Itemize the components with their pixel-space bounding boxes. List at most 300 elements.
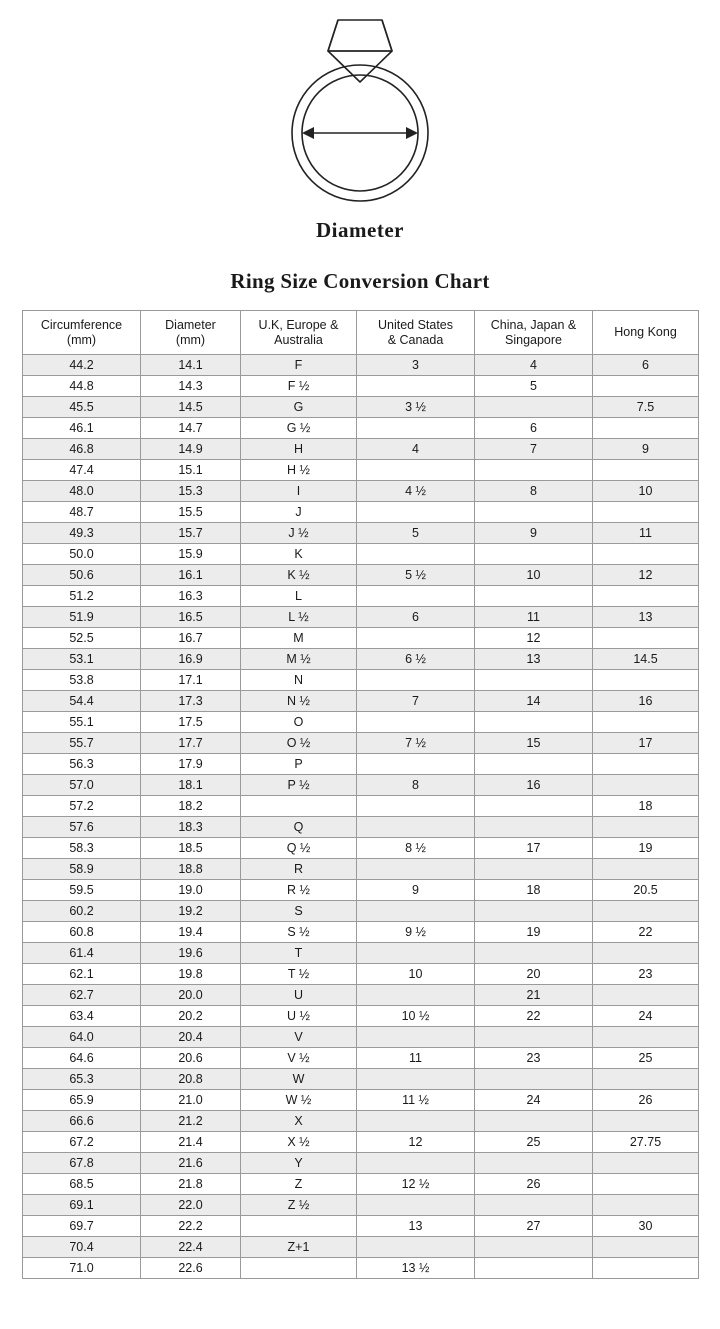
cell-diameter: 16.9	[141, 649, 241, 670]
cell-china-japan-singapore: 5	[475, 376, 593, 397]
cell-hong-kong: 26	[593, 1090, 699, 1111]
table-row	[23, 733, 699, 754]
table-container	[0, 310, 720, 1297]
cell-hong-kong	[593, 418, 699, 439]
table-row	[23, 1006, 699, 1027]
cell-china-japan-singapore: 25	[475, 1132, 593, 1153]
cell-united-states-canada	[357, 1237, 475, 1258]
cell-diameter: 20.6	[141, 1048, 241, 1069]
column-header-line2: Australia	[274, 332, 323, 347]
column-header-circumference	[23, 311, 141, 355]
cell-circumference: 48.7	[23, 502, 141, 523]
table-row	[23, 670, 699, 691]
table-row	[23, 418, 699, 439]
cell-china-japan-singapore: 26	[475, 1174, 593, 1195]
table-row	[23, 1216, 699, 1237]
cell-hong-kong	[593, 901, 699, 922]
column-header-line1: Diameter	[165, 318, 216, 333]
cell-united-states-canada	[357, 1111, 475, 1132]
cell-china-japan-singapore	[475, 1195, 593, 1216]
cell-hong-kong	[593, 670, 699, 691]
cell-diameter: 20.4	[141, 1027, 241, 1048]
table-row	[23, 796, 699, 817]
cell-uk-europe-australia: U ½	[241, 1006, 357, 1027]
cell-uk-europe-australia: H	[241, 439, 357, 460]
cell-uk-europe-australia: Z ½	[241, 1195, 357, 1216]
cell-hong-kong: 9	[593, 439, 699, 460]
cell-united-states-canada	[357, 712, 475, 733]
cell-uk-europe-australia: M	[241, 628, 357, 649]
column-header-line1: Circumference	[40, 318, 123, 333]
cell-circumference: 60.2	[23, 901, 141, 922]
cell-uk-europe-australia: W ½	[241, 1090, 357, 1111]
cell-hong-kong: 30	[593, 1216, 699, 1237]
ring-size-conversion-table	[22, 310, 699, 1279]
cell-china-japan-singapore: 14	[475, 691, 593, 712]
table-row	[23, 586, 699, 607]
column-header-line1: U.K, Europe &	[258, 318, 339, 333]
cell-uk-europe-australia: N ½	[241, 691, 357, 712]
cell-china-japan-singapore: 21	[475, 985, 593, 1006]
cell-china-japan-singapore: 18	[475, 880, 593, 901]
cell-china-japan-singapore: 15	[475, 733, 593, 754]
table-row	[23, 859, 699, 880]
cell-uk-europe-australia: K ½	[241, 565, 357, 586]
cell-united-states-canada: 13	[357, 1216, 475, 1237]
cell-uk-europe-australia: R ½	[241, 880, 357, 901]
column-header-diameter	[141, 311, 241, 355]
cell-circumference: 58.9	[23, 859, 141, 880]
cell-hong-kong: 6	[593, 355, 699, 376]
cell-united-states-canada: 3 ½	[357, 397, 475, 418]
cell-hong-kong	[593, 859, 699, 880]
cell-china-japan-singapore	[475, 544, 593, 565]
table-row	[23, 376, 699, 397]
cell-diameter: 14.3	[141, 376, 241, 397]
cell-circumference: 51.9	[23, 607, 141, 628]
table-row	[23, 838, 699, 859]
cell-china-japan-singapore	[475, 754, 593, 775]
cell-uk-europe-australia: F	[241, 355, 357, 376]
cell-united-states-canada: 4	[357, 439, 475, 460]
table-row	[23, 775, 699, 796]
cell-china-japan-singapore: 20	[475, 964, 593, 985]
cell-diameter: 22.6	[141, 1258, 241, 1279]
table-row	[23, 1027, 699, 1048]
cell-united-states-canada: 3	[357, 355, 475, 376]
cell-hong-kong: 25	[593, 1048, 699, 1069]
cell-circumference: 46.1	[23, 418, 141, 439]
table-row	[23, 460, 699, 481]
cell-diameter: 17.5	[141, 712, 241, 733]
table-header-row	[23, 311, 699, 355]
cell-diameter: 22.4	[141, 1237, 241, 1258]
cell-hong-kong: 27.75	[593, 1132, 699, 1153]
cell-hong-kong	[593, 460, 699, 481]
cell-uk-europe-australia: L ½	[241, 607, 357, 628]
cell-united-states-canada: 5	[357, 523, 475, 544]
cell-diameter: 18.2	[141, 796, 241, 817]
cell-china-japan-singapore	[475, 397, 593, 418]
cell-diameter: 20.2	[141, 1006, 241, 1027]
cell-united-states-canada: 9	[357, 880, 475, 901]
table-row	[23, 880, 699, 901]
cell-hong-kong	[593, 712, 699, 733]
cell-diameter: 22.2	[141, 1216, 241, 1237]
cell-diameter: 15.5	[141, 502, 241, 523]
cell-hong-kong: 7.5	[593, 397, 699, 418]
cell-hong-kong	[593, 943, 699, 964]
cell-hong-kong: 12	[593, 565, 699, 586]
cell-hong-kong	[593, 775, 699, 796]
cell-diameter: 17.3	[141, 691, 241, 712]
cell-china-japan-singapore: 17	[475, 838, 593, 859]
cell-diameter: 19.2	[141, 901, 241, 922]
cell-diameter: 22.0	[141, 1195, 241, 1216]
cell-united-states-canada	[357, 901, 475, 922]
cell-circumference: 50.0	[23, 544, 141, 565]
cell-united-states-canada: 7	[357, 691, 475, 712]
cell-united-states-canada: 4 ½	[357, 481, 475, 502]
table-row	[23, 817, 699, 838]
page-title: Ring Size Conversion Chart	[230, 269, 490, 293]
cell-united-states-canada	[357, 985, 475, 1006]
cell-diameter: 20.0	[141, 985, 241, 1006]
cell-china-japan-singapore	[475, 817, 593, 838]
table-row	[23, 922, 699, 943]
table-row	[23, 754, 699, 775]
cell-united-states-canada: 7 ½	[357, 733, 475, 754]
column-header-line2: (mm)	[66, 332, 97, 347]
cell-diameter: 16.5	[141, 607, 241, 628]
table-row	[23, 397, 699, 418]
cell-circumference: 59.5	[23, 880, 141, 901]
cell-uk-europe-australia: G ½	[241, 418, 357, 439]
cell-hong-kong	[593, 502, 699, 523]
cell-diameter: 17.9	[141, 754, 241, 775]
table-row	[23, 1195, 699, 1216]
cell-diameter: 15.1	[141, 460, 241, 481]
cell-diameter: 14.1	[141, 355, 241, 376]
cell-circumference: 57.2	[23, 796, 141, 817]
table-row	[23, 649, 699, 670]
cell-uk-europe-australia: G	[241, 397, 357, 418]
cell-diameter: 16.7	[141, 628, 241, 649]
cell-uk-europe-australia: R	[241, 859, 357, 880]
cell-uk-europe-australia: H ½	[241, 460, 357, 481]
cell-uk-europe-australia: O ½	[241, 733, 357, 754]
cell-circumference: 48.0	[23, 481, 141, 502]
cell-circumference: 56.3	[23, 754, 141, 775]
cell-uk-europe-australia: Z+1	[241, 1237, 357, 1258]
cell-hong-kong	[593, 985, 699, 1006]
column-header-line1: China, Japan &	[490, 318, 577, 333]
cell-china-japan-singapore	[475, 1111, 593, 1132]
cell-united-states-canada: 9 ½	[357, 922, 475, 943]
table-row	[23, 1132, 699, 1153]
cell-hong-kong	[593, 1195, 699, 1216]
cell-china-japan-singapore	[475, 586, 593, 607]
cell-uk-europe-australia: S	[241, 901, 357, 922]
gem-pavilion-icon	[328, 51, 392, 82]
cell-uk-europe-australia: V ½	[241, 1048, 357, 1069]
cell-hong-kong: 11	[593, 523, 699, 544]
cell-united-states-canada	[357, 943, 475, 964]
cell-diameter: 21.6	[141, 1153, 241, 1174]
cell-circumference: 52.5	[23, 628, 141, 649]
cell-uk-europe-australia: L	[241, 586, 357, 607]
cell-uk-europe-australia	[241, 1216, 357, 1237]
table-row	[23, 1174, 699, 1195]
cell-diameter: 14.5	[141, 397, 241, 418]
cell-china-japan-singapore	[475, 1027, 593, 1048]
cell-china-japan-singapore: 6	[475, 418, 593, 439]
cell-circumference: 65.3	[23, 1069, 141, 1090]
cell-united-states-canada	[357, 1195, 475, 1216]
cell-diameter: 14.7	[141, 418, 241, 439]
cell-hong-kong: 17	[593, 733, 699, 754]
cell-uk-europe-australia: Q ½	[241, 838, 357, 859]
cell-circumference: 47.4	[23, 460, 141, 481]
cell-circumference: 45.5	[23, 397, 141, 418]
column-header-line1: United States	[377, 318, 454, 333]
cell-china-japan-singapore: 4	[475, 355, 593, 376]
cell-united-states-canada	[357, 544, 475, 565]
cell-united-states-canada	[357, 1069, 475, 1090]
cell-hong-kong: 13	[593, 607, 699, 628]
cell-china-japan-singapore: 16	[475, 775, 593, 796]
cell-circumference: 67.8	[23, 1153, 141, 1174]
cell-united-states-canada	[357, 628, 475, 649]
cell-diameter: 16.1	[141, 565, 241, 586]
cell-china-japan-singapore: 9	[475, 523, 593, 544]
cell-china-japan-singapore: 24	[475, 1090, 593, 1111]
cell-uk-europe-australia: V	[241, 1027, 357, 1048]
table-row	[23, 964, 699, 985]
cell-china-japan-singapore	[475, 460, 593, 481]
cell-united-states-canada	[357, 1027, 475, 1048]
cell-united-states-canada: 11 ½	[357, 1090, 475, 1111]
cell-united-states-canada: 10 ½	[357, 1006, 475, 1027]
table-row	[23, 712, 699, 733]
cell-united-states-canada: 10	[357, 964, 475, 985]
table-row	[23, 1237, 699, 1258]
cell-circumference: 71.0	[23, 1258, 141, 1279]
cell-china-japan-singapore: 27	[475, 1216, 593, 1237]
cell-uk-europe-australia: T ½	[241, 964, 357, 985]
cell-hong-kong: 24	[593, 1006, 699, 1027]
cell-uk-europe-australia: Q	[241, 817, 357, 838]
column-header-line2: & Canada	[387, 332, 444, 347]
cell-hong-kong: 18	[593, 796, 699, 817]
cell-uk-europe-australia: K	[241, 544, 357, 565]
cell-china-japan-singapore	[475, 1153, 593, 1174]
cell-circumference: 53.8	[23, 670, 141, 691]
cell-uk-europe-australia: I	[241, 481, 357, 502]
cell-hong-kong	[593, 1174, 699, 1195]
cell-diameter: 15.7	[141, 523, 241, 544]
cell-china-japan-singapore	[475, 1069, 593, 1090]
cell-china-japan-singapore	[475, 1258, 593, 1279]
column-header-line2: (mm)	[175, 332, 206, 347]
cell-united-states-canada	[357, 376, 475, 397]
cell-china-japan-singapore: 12	[475, 628, 593, 649]
cell-china-japan-singapore	[475, 1237, 593, 1258]
cell-united-states-canada: 11	[357, 1048, 475, 1069]
cell-circumference: 54.4	[23, 691, 141, 712]
cell-uk-europe-australia: F ½	[241, 376, 357, 397]
cell-uk-europe-australia	[241, 1258, 357, 1279]
cell-united-states-canada	[357, 817, 475, 838]
column-header-line1: Hong Kong	[614, 325, 677, 340]
cell-united-states-canada	[357, 1153, 475, 1174]
cell-hong-kong	[593, 754, 699, 775]
cell-diameter: 21.4	[141, 1132, 241, 1153]
cell-united-states-canada	[357, 859, 475, 880]
cell-circumference: 65.9	[23, 1090, 141, 1111]
cell-diameter: 19.8	[141, 964, 241, 985]
cell-hong-kong	[593, 544, 699, 565]
column-header-line2: Singapore	[505, 332, 562, 347]
cell-hong-kong	[593, 628, 699, 649]
cell-diameter: 18.5	[141, 838, 241, 859]
cell-uk-europe-australia: Z	[241, 1174, 357, 1195]
cell-hong-kong: 23	[593, 964, 699, 985]
cell-circumference: 67.2	[23, 1132, 141, 1153]
cell-china-japan-singapore	[475, 796, 593, 817]
cell-china-japan-singapore: 7	[475, 439, 593, 460]
cell-uk-europe-australia: P	[241, 754, 357, 775]
cell-united-states-canada: 13 ½	[357, 1258, 475, 1279]
table-body	[23, 355, 699, 1279]
cell-circumference: 68.5	[23, 1174, 141, 1195]
cell-circumference: 53.1	[23, 649, 141, 670]
cell-china-japan-singapore	[475, 502, 593, 523]
cell-uk-europe-australia: Y	[241, 1153, 357, 1174]
cell-china-japan-singapore	[475, 943, 593, 964]
column-header-hong-kong	[593, 311, 699, 355]
cell-circumference: 69.7	[23, 1216, 141, 1237]
cell-uk-europe-australia	[241, 796, 357, 817]
cell-diameter: 17.1	[141, 670, 241, 691]
table-row	[23, 1111, 699, 1132]
cell-china-japan-singapore	[475, 901, 593, 922]
cell-united-states-canada	[357, 502, 475, 523]
cell-hong-kong: 20.5	[593, 880, 699, 901]
cell-united-states-canada	[357, 754, 475, 775]
cell-uk-europe-australia: X ½	[241, 1132, 357, 1153]
cell-circumference: 57.0	[23, 775, 141, 796]
cell-circumference: 44.2	[23, 355, 141, 376]
cell-hong-kong	[593, 1237, 699, 1258]
table-row	[23, 628, 699, 649]
cell-circumference: 69.1	[23, 1195, 141, 1216]
cell-hong-kong	[593, 1258, 699, 1279]
cell-uk-europe-australia: M ½	[241, 649, 357, 670]
cell-united-states-canada: 6	[357, 607, 475, 628]
table-row	[23, 985, 699, 1006]
table-row	[23, 544, 699, 565]
cell-china-japan-singapore: 8	[475, 481, 593, 502]
cell-china-japan-singapore: 19	[475, 922, 593, 943]
cell-diameter: 17.7	[141, 733, 241, 754]
column-header-china-japan-singapore	[475, 311, 593, 355]
cell-circumference: 62.1	[23, 964, 141, 985]
table-row	[23, 901, 699, 922]
table-row	[23, 481, 699, 502]
cell-uk-europe-australia: U	[241, 985, 357, 1006]
cell-diameter: 15.3	[141, 481, 241, 502]
table-row	[23, 607, 699, 628]
cell-circumference: 62.7	[23, 985, 141, 1006]
cell-united-states-canada	[357, 670, 475, 691]
cell-hong-kong	[593, 1027, 699, 1048]
cell-uk-europe-australia: P ½	[241, 775, 357, 796]
cell-circumference: 55.7	[23, 733, 141, 754]
cell-circumference: 64.0	[23, 1027, 141, 1048]
cell-uk-europe-australia: X	[241, 1111, 357, 1132]
cell-uk-europe-australia: N	[241, 670, 357, 691]
cell-hong-kong	[593, 1069, 699, 1090]
cell-hong-kong	[593, 1153, 699, 1174]
cell-china-japan-singapore	[475, 859, 593, 880]
cell-uk-europe-australia: T	[241, 943, 357, 964]
cell-diameter: 19.4	[141, 922, 241, 943]
cell-diameter: 18.8	[141, 859, 241, 880]
table-row	[23, 355, 699, 376]
cell-diameter: 20.8	[141, 1069, 241, 1090]
cell-diameter: 19.0	[141, 880, 241, 901]
cell-uk-europe-australia: J	[241, 502, 357, 523]
table-row	[23, 1258, 699, 1279]
cell-circumference: 49.3	[23, 523, 141, 544]
ring-svg	[0, 6, 720, 206]
cell-united-states-canada	[357, 586, 475, 607]
cell-united-states-canada: 8 ½	[357, 838, 475, 859]
cell-uk-europe-australia: J ½	[241, 523, 357, 544]
cell-uk-europe-australia: O	[241, 712, 357, 733]
cell-diameter: 18.1	[141, 775, 241, 796]
cell-united-states-canada	[357, 418, 475, 439]
cell-hong-kong: 16	[593, 691, 699, 712]
cell-china-japan-singapore: 13	[475, 649, 593, 670]
cell-diameter: 14.9	[141, 439, 241, 460]
diameter-caption: Diameter	[316, 218, 404, 242]
cell-circumference: 60.8	[23, 922, 141, 943]
cell-china-japan-singapore: 22	[475, 1006, 593, 1027]
table-row	[23, 1153, 699, 1174]
cell-circumference: 70.4	[23, 1237, 141, 1258]
cell-hong-kong: 19	[593, 838, 699, 859]
diameter-arrow-icon	[302, 127, 418, 139]
cell-united-states-canada: 12	[357, 1132, 475, 1153]
cell-circumference: 66.6	[23, 1111, 141, 1132]
cell-circumference: 64.6	[23, 1048, 141, 1069]
table-row	[23, 565, 699, 586]
table-row	[23, 1090, 699, 1111]
table-row	[23, 1069, 699, 1090]
table-row	[23, 691, 699, 712]
cell-china-japan-singapore: 11	[475, 607, 593, 628]
cell-united-states-canada: 6 ½	[357, 649, 475, 670]
column-header-united-states-canada	[357, 311, 475, 355]
table-row	[23, 439, 699, 460]
cell-diameter: 19.6	[141, 943, 241, 964]
table-row	[23, 523, 699, 544]
cell-diameter: 15.9	[141, 544, 241, 565]
ring-diameter-illustration	[0, 0, 720, 200]
cell-hong-kong	[593, 817, 699, 838]
